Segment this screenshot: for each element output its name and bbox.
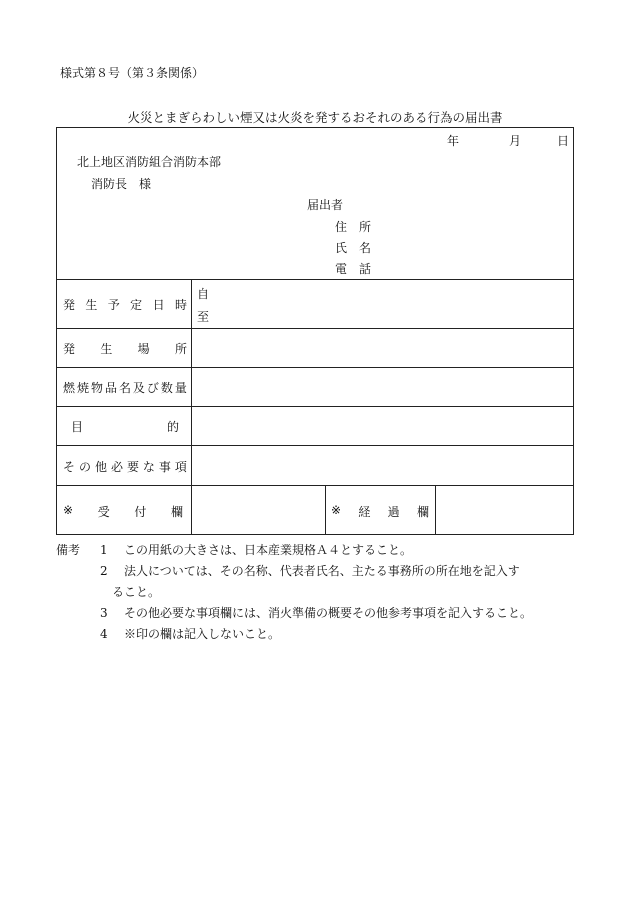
divider (57, 485, 573, 486)
addressee-org: 北上地区消防組合消防本部 (77, 155, 222, 169)
label-char: 欄 (416, 505, 429, 519)
notification-form-table (56, 127, 574, 535)
label-char: ※ (331, 503, 342, 517)
note-text: この用紙の大きさは、日本産業規格Ａ４とすること。 (124, 543, 413, 557)
label-char: 目 (71, 420, 84, 434)
label-char: 場 (137, 342, 150, 356)
form-title: 火災とまぎらわしい煙又は火炎を発するおそれのある行為の届出書 (127, 110, 503, 125)
label-char: 名 (118, 381, 131, 395)
label-char: 物 (90, 381, 103, 395)
label-char: 受 (97, 505, 110, 519)
label-char: 事 (158, 460, 171, 474)
label-char: 燃 (63, 381, 76, 395)
phone-field[interactable] (397, 256, 567, 276)
schedule-to-field[interactable] (217, 305, 567, 325)
divider (57, 279, 573, 280)
date-day-label: 日 (557, 134, 570, 148)
label-char: 欄 (170, 505, 183, 519)
label-char: 生 (100, 342, 113, 356)
reception-label (63, 503, 183, 520)
address-field[interactable] (397, 214, 567, 234)
address-label: 住 所 (335, 220, 372, 234)
other-field[interactable] (193, 447, 571, 483)
schedule-from-label: 自 (197, 287, 210, 301)
column-divider (325, 485, 326, 535)
label-char: 定 (130, 298, 143, 312)
notes-heading: 備考 (56, 543, 81, 557)
name-field[interactable] (397, 235, 567, 255)
divider (57, 367, 573, 368)
label-char: 所 (174, 342, 187, 356)
label-char: 予 (107, 298, 120, 312)
notifier-label: 届出者 (307, 198, 344, 212)
note-text: ※印の欄は記入しないこと。 (124, 627, 281, 641)
label-char: 発 (63, 342, 76, 356)
divider (57, 445, 573, 446)
other-label (63, 458, 187, 475)
note-text: 法人については、その名称、代表者氏名、主たる事務所の所在地を記入す (124, 564, 520, 578)
schedule-to-label: 至 (197, 310, 210, 324)
form-number: 様式第８号（第３条関係） (60, 66, 205, 80)
label-char: 焼 (76, 381, 89, 395)
label-char: 品 (104, 381, 117, 395)
note-text-continuation: ること。 (112, 585, 161, 599)
note-number: 2 (100, 564, 108, 578)
note-number: 3 (100, 606, 108, 620)
date-year-label: 年 (447, 134, 460, 148)
label-char: 的 (166, 420, 179, 434)
label-char: 日 (152, 298, 165, 312)
label-char: 量 (174, 381, 187, 395)
label-char: な (142, 460, 155, 474)
notes-section (56, 540, 586, 645)
label-char: 及 (132, 381, 145, 395)
label-char: の (78, 460, 91, 474)
note-text: その他必要な事項欄には、消火準備の概要その他参考事項を記入すること。 (124, 606, 533, 620)
label-char: 数 (160, 381, 173, 395)
addressee-title: 消防長 様 (91, 177, 152, 191)
place-field[interactable] (193, 330, 571, 365)
label-char: 発 (63, 298, 76, 312)
purpose-label (71, 418, 179, 435)
label-char: 付 (134, 505, 147, 519)
column-divider (191, 279, 192, 535)
date-month-label: 月 (509, 134, 522, 148)
phone-label: 電 話 (335, 262, 372, 276)
label-char: 必 (110, 460, 123, 474)
label-char: 生 (85, 298, 98, 312)
label-char: 過 (387, 505, 400, 519)
schedule-label (63, 296, 187, 313)
note-number: 1 (100, 543, 108, 557)
label-char: 他 (94, 460, 107, 474)
label-char: 要 (126, 460, 139, 474)
items-label (63, 379, 187, 396)
name-label: 氏 名 (335, 241, 372, 255)
purpose-field[interactable] (193, 408, 571, 443)
label-char: そ (63, 460, 76, 474)
label-char: 項 (174, 460, 187, 474)
divider (57, 406, 573, 407)
label-char: 時 (174, 298, 187, 312)
divider (57, 328, 573, 329)
progress-label (331, 503, 429, 520)
label-char: 経 (358, 505, 371, 519)
note-number: 4 (100, 627, 108, 641)
label-char: ※ (63, 503, 74, 517)
label-char: び (146, 381, 159, 395)
schedule-from-field[interactable] (217, 282, 567, 302)
place-label (63, 340, 187, 357)
items-field[interactable] (193, 369, 571, 404)
column-divider (435, 485, 436, 535)
